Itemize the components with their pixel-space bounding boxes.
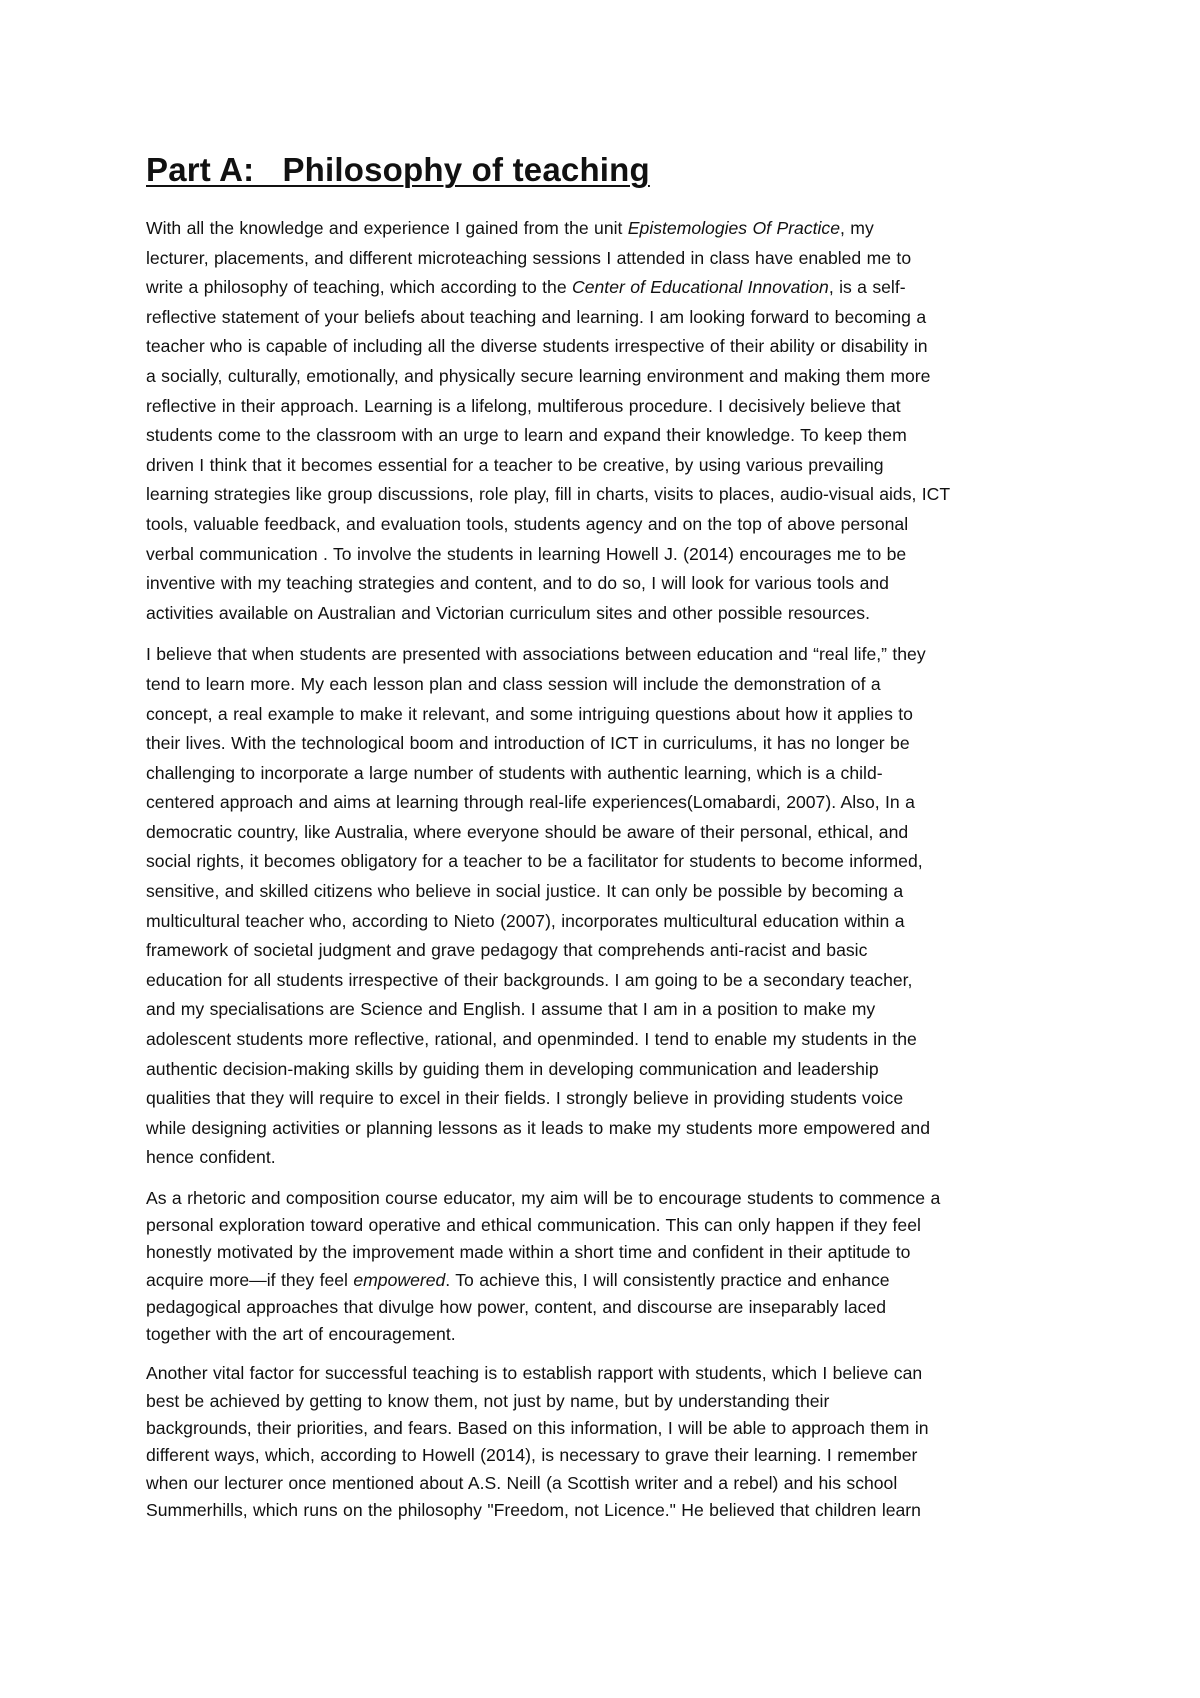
text-line (146, 362, 1066, 392)
text-line (146, 1497, 1066, 1524)
text-line (146, 510, 1066, 540)
text-line (146, 788, 1066, 818)
text-line (146, 1415, 1066, 1442)
text-line (146, 1321, 1066, 1348)
text-line (146, 907, 1066, 937)
text-line (146, 759, 1066, 789)
text-segment: when our lecturer once mentioned about A.S. Neill (a Scottish writer and a rebel) and his school (146, 1472, 898, 1493)
text-line (146, 1294, 1066, 1321)
text-line (146, 303, 1066, 333)
text-line (146, 877, 1066, 907)
text-line (146, 966, 1066, 996)
text-segment: centered approach and aims at learning through real-life experiences(Lomabardi, 2007). Also, In a (146, 792, 915, 813)
text-line (146, 1143, 1066, 1173)
text-line (146, 847, 1066, 877)
text-segment: verbal communication . To involve the students in learning Howell J. (2014) encourages me to be (146, 543, 907, 564)
text-line (146, 273, 1066, 303)
text-line (146, 1470, 1066, 1497)
text-segment: , is a self- (828, 277, 906, 298)
text-segment: challenging to incorporate a large number of students with authentic learning, which is a child- (146, 762, 883, 783)
text-segment: reflective statement of your beliefs about teaching and learning. I am looking forward to becoming a (146, 306, 927, 327)
text-segment: acquire more—if they feel (146, 1269, 354, 1290)
text-segment: tools, valuable feedback, and evaluation tools, students agency and on the top of above personal (146, 513, 909, 534)
text-line (146, 936, 1066, 966)
text-segment: driven I think that it becomes essential for a teacher to be creative, by using various prevailing (146, 454, 884, 475)
text-segment: learning strategies like group discussions, role play, fill in charts, visits to places, audio-visual aids, ICT (146, 484, 951, 505)
text-segment: education for all students irrespective of their backgrounds. I am going to be a secondary teacher, (146, 969, 913, 990)
text-line (146, 670, 1066, 700)
italic-text: Center of Educational Innovation (572, 277, 829, 298)
text-segment: inventive with my teaching strategies and content, and to do so, I will look for various tools and (146, 573, 889, 594)
text-segment: and my specialisations are Science and English. I assume that I am in a position to make my (146, 999, 876, 1020)
text-line (146, 1114, 1066, 1144)
text-line (146, 599, 1066, 629)
text-line (146, 995, 1066, 1025)
text-segment: pedagogical approaches that divulge how power, content, and discourse are inseparably laced (146, 1296, 887, 1317)
text-segment: sensitive, and skilled citizens who believe in social justice. It can only be possible by becoming a (146, 881, 904, 902)
text-line (146, 332, 1066, 362)
page-title: Part A: Philosophy of teaching (146, 151, 650, 188)
text-segment: different ways, which, according to Howell (2014), is necessary to grave their learning. I remember (146, 1445, 918, 1466)
text-segment: multicultural teacher who, according to Nieto (2007), incorporates multicultural education within a (146, 910, 905, 931)
paragraph-list (146, 214, 1066, 1525)
text-line (146, 729, 1066, 759)
text-segment: tend to learn more. My each lesson plan and class session will include the demonstration of a (146, 673, 881, 694)
text-line (146, 700, 1066, 730)
text-segment: I believe that when students are presented with associations between education and “real life,” they (146, 644, 926, 665)
italic-text: empowered (353, 1269, 446, 1290)
text-segment: backgrounds, their priorities, and fears. Based on this information, I will be able to approach them in (146, 1418, 929, 1439)
text-segment: honestly motivated by the improvement made within a short time and confident in their aptitude to (146, 1242, 911, 1263)
text-segment: write a philosophy of teaching, which according to the (146, 277, 573, 298)
text-segment: qualities that they will require to excel in their fields. I strongly believe in providing students voice (146, 1088, 904, 1109)
paragraph (146, 1185, 1066, 1348)
text-segment: democratic country, like Australia, where everyone should be aware of their personal, ethical, and (146, 821, 909, 842)
text-segment: a socially, culturally, emotionally, and physically secure learning environment and making them more (146, 365, 931, 386)
text-segment: while designing activities or planning lessons as it leads to make my students more empowered and (146, 1117, 930, 1138)
text-segment: authentic decision-making skills by guiding them in developing communication and leadership (146, 1058, 879, 1079)
text-line (146, 1055, 1066, 1085)
text-segment: social rights, it becomes obligatory for a teacher to be a facilitator for students to become informed, (146, 851, 923, 872)
text-segment: As a rhetoric and composition course educator, my aim will be to encourage students to commence a (146, 1188, 941, 1208)
italic-text: Epistemologies Of Practice (627, 218, 841, 238)
text-line (146, 818, 1066, 848)
text-line (146, 392, 1066, 422)
text-line (146, 1084, 1066, 1114)
text-line (146, 1025, 1066, 1055)
text-segment: students come to the classroom with an urge to learn and expand their knowledge. To keep them (146, 425, 907, 446)
text-segment: lecturer, placements, and different microteaching sessions I attended in class have enabled me to (146, 247, 912, 268)
text-line (146, 244, 1066, 274)
text-line (146, 1360, 1066, 1387)
text-segment: Summerhills, which runs on the philosophy "Freedom, not Licence." He believed that children learn (146, 1500, 921, 1521)
text-segment: their lives. With the technological boom and introduction of ICT in curriculums, it has no longer be (146, 733, 910, 754)
text-line (146, 421, 1066, 451)
text-segment: . To achieve this, I will consistently practice and enhance (445, 1269, 890, 1290)
text-line (146, 1239, 1066, 1266)
text-segment: adolescent students more reflective, rational, and openminded. I tend to enable my students in the (146, 1029, 917, 1050)
text-line (146, 540, 1066, 570)
text-line (146, 1267, 1066, 1294)
text-segment: concept, a real example to make it relevant, and some intriguing questions about how it applies to (146, 703, 913, 724)
paragraph (146, 1360, 1066, 1524)
text-line (146, 1442, 1066, 1469)
text-line (146, 1185, 1066, 1212)
text-segment: best be achieved by getting to know them, not just by name, but by understanding their (146, 1390, 830, 1411)
document-body (146, 148, 1066, 1537)
text-segment: hence confident. (146, 1147, 276, 1168)
text-segment: together with the art of encouragement. (146, 1324, 456, 1345)
text-segment: With all the knowledge and experience I gained from the unit (146, 218, 628, 238)
text-segment: , my (840, 218, 874, 238)
paragraph (146, 214, 1066, 628)
text-line (146, 480, 1066, 510)
text-line (146, 214, 1066, 244)
text-line (146, 1212, 1066, 1239)
text-segment: teacher who is capable of including all the diverse students irrespective of their ability or disability in (146, 336, 928, 357)
paragraph (146, 640, 1066, 1173)
text-segment: reflective in their approach. Learning is a lifelong, multiferous procedure. I decisively believe that (146, 395, 901, 416)
text-segment: Another vital factor for successful teaching is to establish rapport with students, which I believe can (146, 1363, 923, 1384)
text-line (146, 640, 1066, 670)
text-segment: personal exploration toward operative and ethical communication. This can only happen if they feel (146, 1215, 921, 1236)
text-segment: activities available on Australian and Victorian curriculum sites and other possible resources. (146, 602, 870, 623)
text-line (146, 1388, 1066, 1415)
text-line (146, 451, 1066, 481)
text-line (146, 569, 1066, 599)
text-segment: framework of societal judgment and grave pedagogy that comprehends anti-racist and basic (146, 940, 868, 961)
